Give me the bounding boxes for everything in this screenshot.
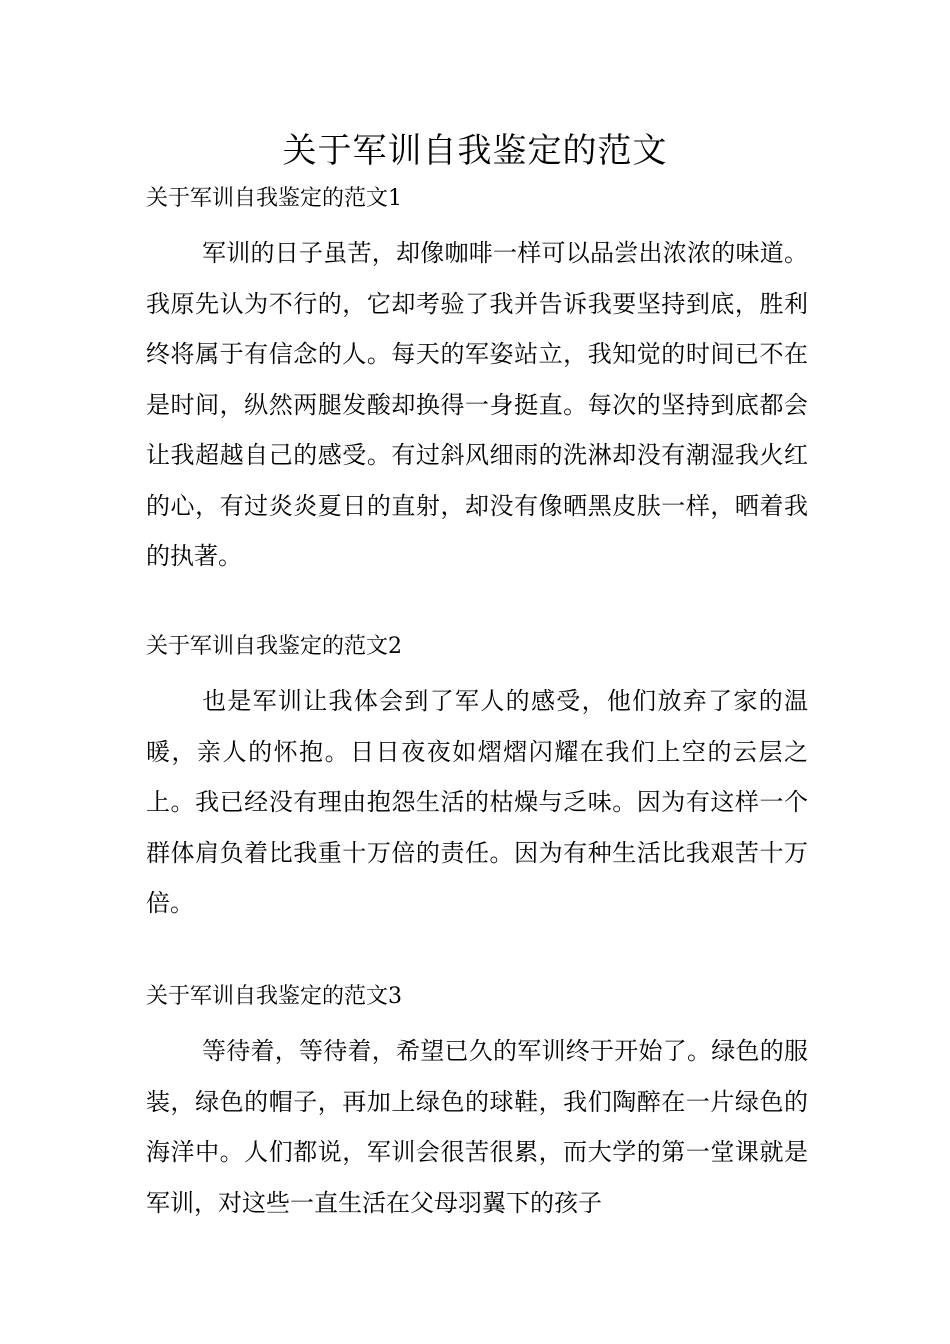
section-heading: 关于军训自我鉴定的范文1 [146,186,402,211]
section-3 [146,980,808,1228]
section-heading: 关于军训自我鉴定的范文2 [146,634,402,659]
section-paragraph: 也是军训让我体会到了军人的感受，他们放弃了家的温暖，亲人的怀抱。日日夜夜如熠熠闪耀在我们上空的云层之上。我已经没有理由抱怨生活的枯燥与乏味。因为有这样一个群体肩负着比我重十万倍的责任。因为有种生活比我艰苦十万倍。 [146,687,808,917]
document-title: 关于军训自我鉴定的范文 [282,131,668,171]
section-paragraph: 军训的日子虽苦，却像咖啡一样可以品尝出浓浓的味道。我原先认为不行的，它却考验了我并告诉我要坚持到底，胜利终将属于有信念的人。每天的军姿站立，我知觉的时间已不在是时间，纵然两腿发酸却换得一身挺直。每次的坚持到底都会让我超越自己的感受。有过斜风细雨的洗淋却没有潮湿我火红的心，有过炎炎夏日的直射，却没有像晒黑皮肤一样，晒着我的执著。 [146,239,808,570]
section-1 [146,182,808,582]
section-2 [146,630,808,929]
section-paragraph: 等待着，等待着，希望已久的军训终于开始了。绿色的服装，绿色的帽子，再加上绿色的球鞋，我们陶醉在一片绿色的海洋中。人们都说，军训会很苦很累，而大学的第一堂课就是军训，对这些一直生活在父母羽翼下的孩子 [146,1037,808,1217]
section-heading: 关于军训自我鉴定的范文3 [146,984,402,1009]
